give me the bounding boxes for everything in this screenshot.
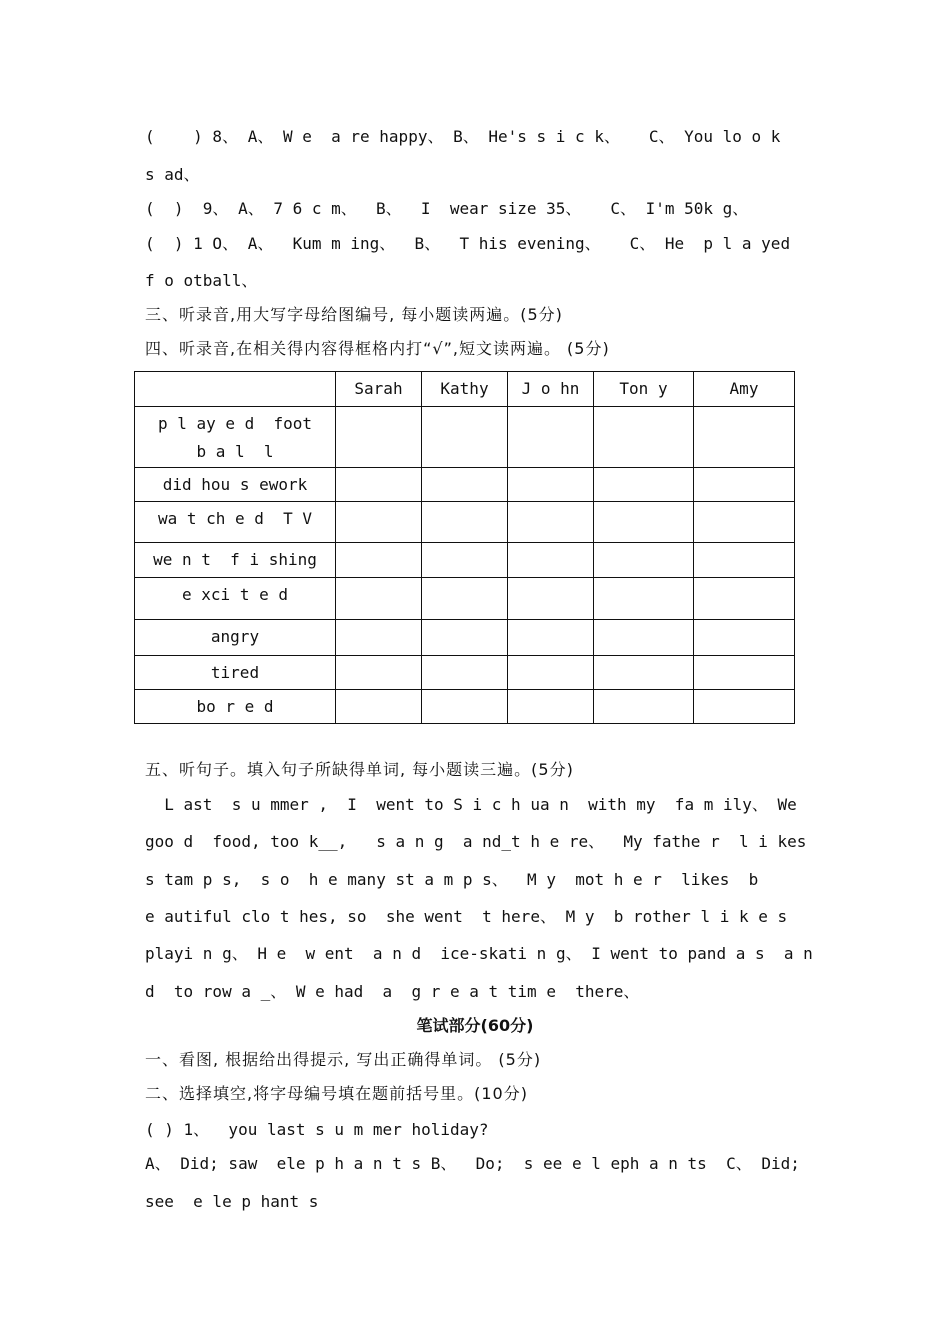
table-row — [135, 578, 795, 620]
check-cell[interactable] — [594, 468, 694, 502]
check-cell[interactable] — [336, 407, 422, 468]
check-cell[interactable] — [508, 690, 594, 724]
question-10-continued: f o otball、 — [145, 271, 258, 290]
check-cell[interactable] — [594, 502, 694, 543]
activity-label: p l ay e d foot b a l l — [135, 407, 336, 468]
written-section-1-heading: 一、看图, 根据给出得提示, 写出正确得单词。 (5分) — [145, 1050, 542, 1069]
passage-line: d to row a _、 W e had a g r e a t tim e there、 — [145, 982, 640, 1001]
check-cell[interactable] — [422, 620, 508, 656]
check-table — [134, 371, 795, 724]
check-cell[interactable] — [694, 578, 795, 620]
passage-line: s tam p s, s o h e many st a m p s、 M y mot h e r likes b — [145, 870, 759, 889]
check-cell[interactable] — [594, 407, 694, 468]
check-cell[interactable] — [694, 690, 795, 724]
table-header-cell — [135, 372, 336, 407]
section-4-heading: 四、听录音,在相关得内容得框格内打“√”,短文读两遍。 (5分) — [145, 339, 610, 358]
check-cell[interactable] — [422, 656, 508, 690]
check-cell[interactable] — [694, 543, 795, 578]
check-cell[interactable] — [336, 690, 422, 724]
check-cell[interactable] — [422, 407, 508, 468]
table-header-cell: Ton y — [594, 372, 694, 407]
written-part-title: 笔试部分(60分) — [416, 1016, 534, 1035]
check-cell[interactable] — [694, 468, 795, 502]
question-8-continued: s ad、 — [145, 165, 200, 184]
passage-line: L ast s u mmer , I went to S i c h ua n with my fa m ily、 We — [145, 795, 797, 814]
table-header-row — [135, 372, 795, 407]
check-cell[interactable] — [336, 468, 422, 502]
table-row — [135, 468, 795, 502]
check-cell[interactable] — [336, 656, 422, 690]
check-cell[interactable] — [422, 543, 508, 578]
check-cell[interactable] — [594, 690, 694, 724]
check-cell[interactable] — [508, 543, 594, 578]
check-cell[interactable] — [594, 578, 694, 620]
activity-label: we n t f i shing — [135, 543, 336, 578]
check-cell[interactable] — [336, 502, 422, 543]
activity-label: wa t ch e d T V — [135, 502, 336, 543]
question-8: ( ) 8、 A、 W e a re happy、 B、 He's s i c k、 C、 You lo o k — [145, 127, 781, 146]
activity-label: did hou s ework — [135, 468, 336, 502]
check-cell[interactable] — [508, 620, 594, 656]
table-row — [135, 656, 795, 690]
table-row — [135, 620, 795, 656]
check-cell[interactable] — [422, 468, 508, 502]
table-row — [135, 690, 795, 724]
table-row — [135, 543, 795, 578]
section-3-heading: 三、听录音,用大写字母给图编号, 每小题读两遍。(5分) — [145, 305, 563, 324]
written-question-1: ( ) 1、 you last s u m mer holiday? — [145, 1120, 489, 1139]
feeling-label: tired — [135, 656, 336, 690]
check-cell[interactable] — [336, 543, 422, 578]
table-header-cell: J o hn — [508, 372, 594, 407]
check-cell[interactable] — [422, 502, 508, 543]
check-cell[interactable] — [336, 578, 422, 620]
check-cell[interactable] — [508, 468, 594, 502]
check-cell[interactable] — [694, 502, 795, 543]
check-cell[interactable] — [508, 656, 594, 690]
table-row — [135, 502, 795, 543]
table-row — [135, 407, 795, 468]
check-cell[interactable] — [694, 407, 795, 468]
passage-line: playi n g、 H e w ent a n d ice-skati n g、 I went to pand a s a n — [145, 944, 813, 963]
check-cell[interactable] — [508, 407, 594, 468]
check-cell[interactable] — [694, 656, 795, 690]
written-question-1-options-continued: see e le p hant s — [145, 1192, 319, 1211]
check-cell[interactable] — [508, 502, 594, 543]
passage-line: goo d food, too k__, s a n g a nd_t h e re、 My fathe r l i kes — [145, 832, 807, 851]
section-5-heading: 五、听句子。填入句子所缺得单词, 每小题读三遍。(5分) — [145, 760, 574, 779]
feeling-label: bo r e d — [135, 690, 336, 724]
passage-line: e autiful clo t hes, so she went t here、 M y b rother l i k e s — [145, 907, 788, 926]
feeling-label: e xci t e d — [135, 578, 336, 620]
check-cell[interactable] — [594, 620, 694, 656]
table-header-cell: Amy — [694, 372, 795, 407]
check-cell[interactable] — [594, 543, 694, 578]
written-question-1-options: A、 Did; saw ele p h a n t s B、 Do; s ee e l eph a n ts C、 Did; — [145, 1154, 800, 1173]
check-cell[interactable] — [508, 578, 594, 620]
check-cell[interactable] — [336, 620, 422, 656]
table-header-cell: Sarah — [336, 372, 422, 407]
check-cell[interactable] — [594, 656, 694, 690]
question-10: ( ) 1 O、 A、 Kum m ing、 B、 T his evening、 C、 He p l a yed — [145, 234, 791, 253]
check-cell[interactable] — [694, 620, 795, 656]
written-section-2-heading: 二、选择填空,将字母编号填在题前括号里。(10分) — [145, 1084, 528, 1103]
table-header-cell: Kathy — [422, 372, 508, 407]
question-9: ( ) 9、 A、 7 6 c m、 B、 I wear size 35、 C、 I'm 50k g、 — [145, 199, 749, 218]
check-cell[interactable] — [422, 690, 508, 724]
feeling-label: angry — [135, 620, 336, 656]
check-cell[interactable] — [422, 578, 508, 620]
